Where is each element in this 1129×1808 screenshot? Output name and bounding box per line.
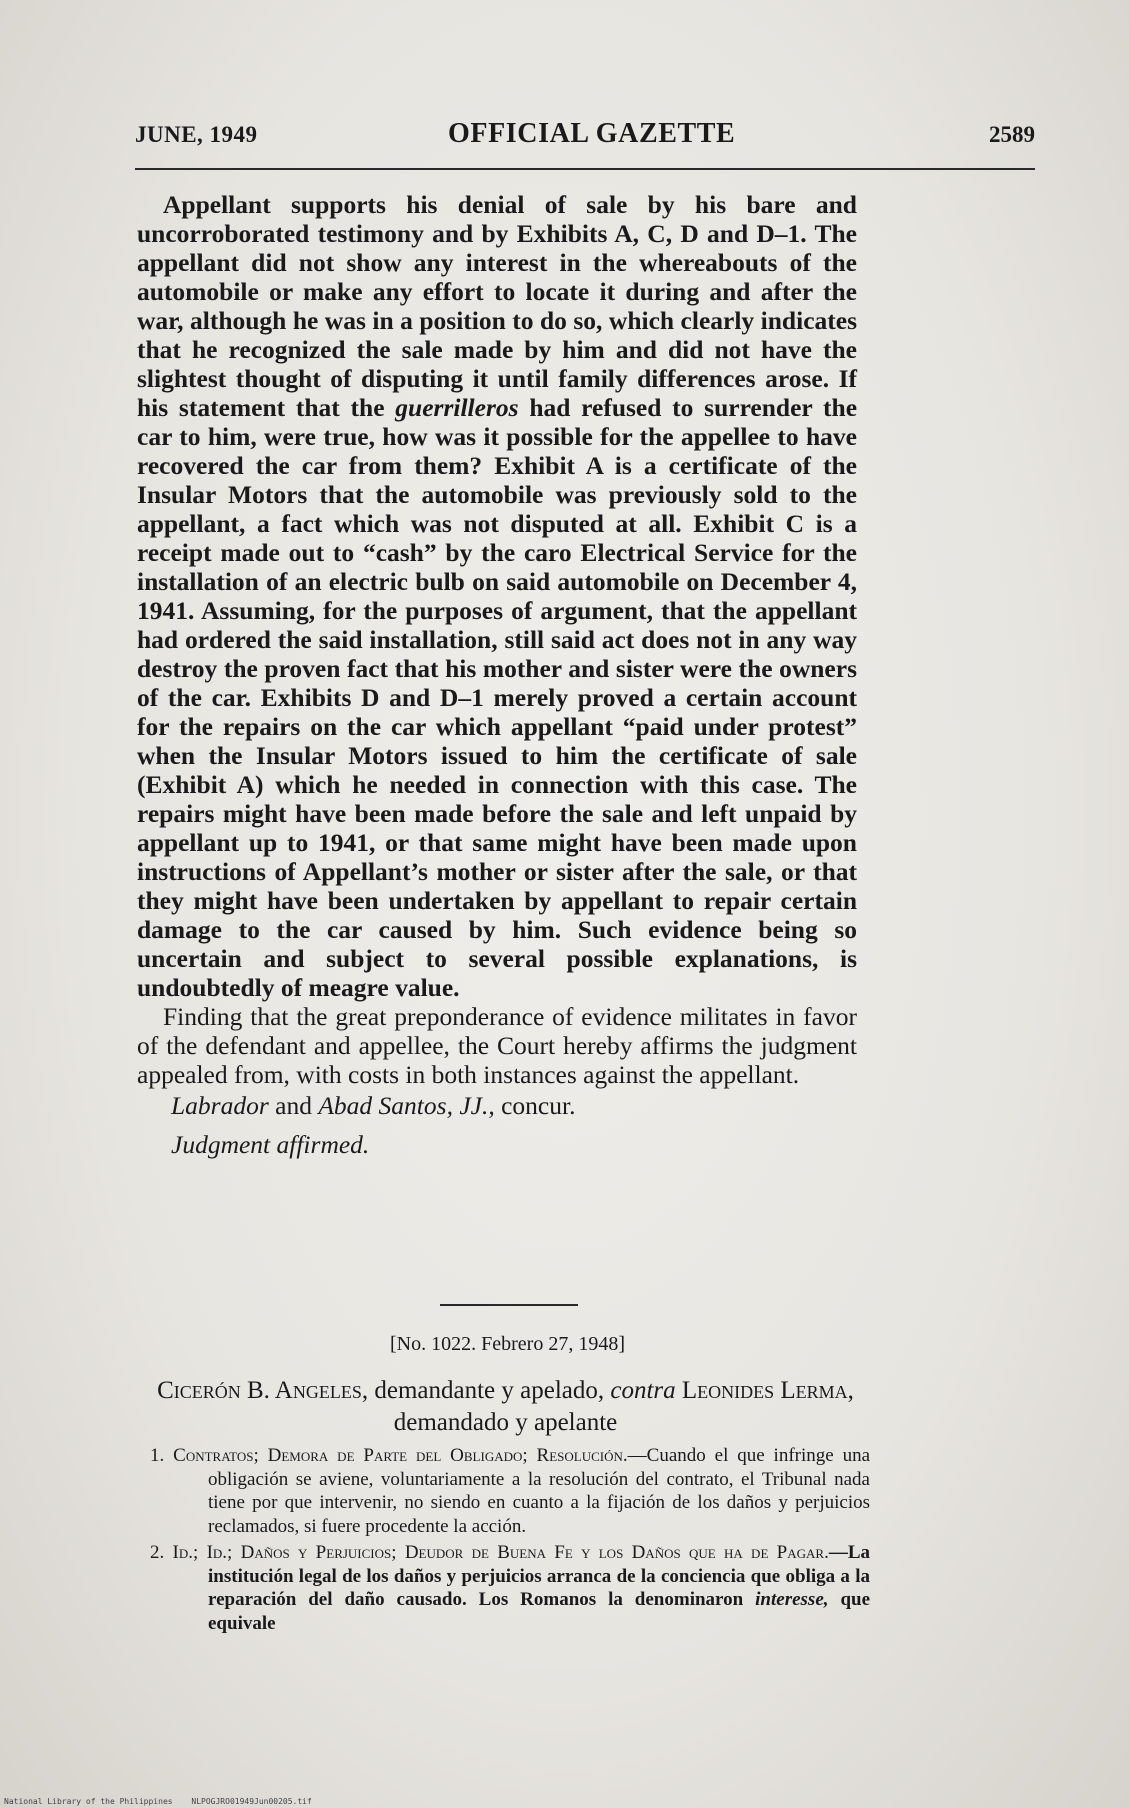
page-number: 2589 [989,122,1035,147]
syllabus-item: 2. Id.; Id.; Daños y Perjuicios; Deudor de Buena Fe y los Daños que ha de Pagar.—La institución legal de los daños y perjuicios arranca de la conciencia que obliga a la reparación del daño causado. Los Romanos la denominaron interesse, que equivale [150,1542,871,1634]
paragraph-appellant-denial: Appellant supports his denial of sale by his bare and uncorroborated testimony and by Exhibits A, C, D and D–1. The appellant did not show any interest in the whereabouts of the automobile or make any effort to locate it during and after the war, although he was in a position to do so, which clearly indicates that he recognized the sale made by him and did not have the slightest thought of disputing it until family differences arose. If his statement that the guerrilleros had refused to surrender the car to him, were true, how was it possible for the appellee to have recovered the car from them? Exhibit A is a certificate of the Insular Motors that the automobile was previously sold to the appellant, a fact which was not disputed at all. Exhibit C is a receipt made out to “cash” by the caro Electrical Service for the installation of an electric bulb on said automobile on December 4, 1941. Assuming, for the purposes of argument, that the appellant had ordered the said installation, still said act does not in any way destroy the proven fact that his mother and sister were the owners of the car. Exhibits D and D–1 merely proved a certain account for the repairs on the car which appellant “paid under protest” when the Insular Motors issued to him the certificate of sale (Exhibit A) which he needed in connection with this case. The repairs might have been made before the sale and left unpaid by appellant up to 1941, or that same might have been made upon instructions of Appellant’s mother or sister after the sale, or that they might have been undertaken by appellant to repair certain damage to the car caused by him. Such evidence being so uncertain and subject to several possible explanations, is undoubtedly of meagre value. [137,190,858,1002]
case-number: [No. 1022. Febrero 27, 1948] [390,1333,625,1355]
guerrilleros-term: guerrilleros [395,393,519,422]
footer-library: National Library of the Philippines [4,1797,173,1806]
defendant-name: Leonides Lerma, [681,1377,854,1404]
concurrence-line: Labrador and Abad Santos, JJ., concur. [171,1091,576,1120]
running-header [135,118,1035,158]
paragraph-finding: Finding that the great preponderance of evidence militates in favor of the defendant and appellee, the Court hereby affirms the judgment appealed from, with costs in both instances against the appellant. [137,1002,857,1089]
contra-word: contra [610,1377,676,1404]
decision-body [137,190,857,1159]
case-parties: Cicerón B. Angeles, demandante y apelado, contra Leonides Lerma, demandado y apelante [157,1377,854,1436]
header-date: JUNE, 1949 [135,122,258,147]
judgment-affirmed: Judgment affirmed. [171,1130,370,1159]
plaintiff-name: Cicerón B. Angeles, [157,1377,369,1404]
syllabus-item: 1. Contratos; Demora de Parte del Obligado; Resolución.—Cuando el que infringe una obligación se aviene, voluntariamente a la resolución del contrato, el Tribunal nada tiene por que intervenir, no siendo en cuanto a la fijación de los daños y perjuicios reclamados, si fuere procedente la acción. [150,1445,871,1537]
scan-footer [4,1797,326,1806]
syllabus [150,1444,870,1638]
footer-file: NLPOGJRO01949Jun00205.tif [191,1797,312,1806]
section-separator [440,1304,578,1306]
header-rule [135,168,1035,170]
header-publication: OFFICIAL GAZETTE [448,118,736,149]
